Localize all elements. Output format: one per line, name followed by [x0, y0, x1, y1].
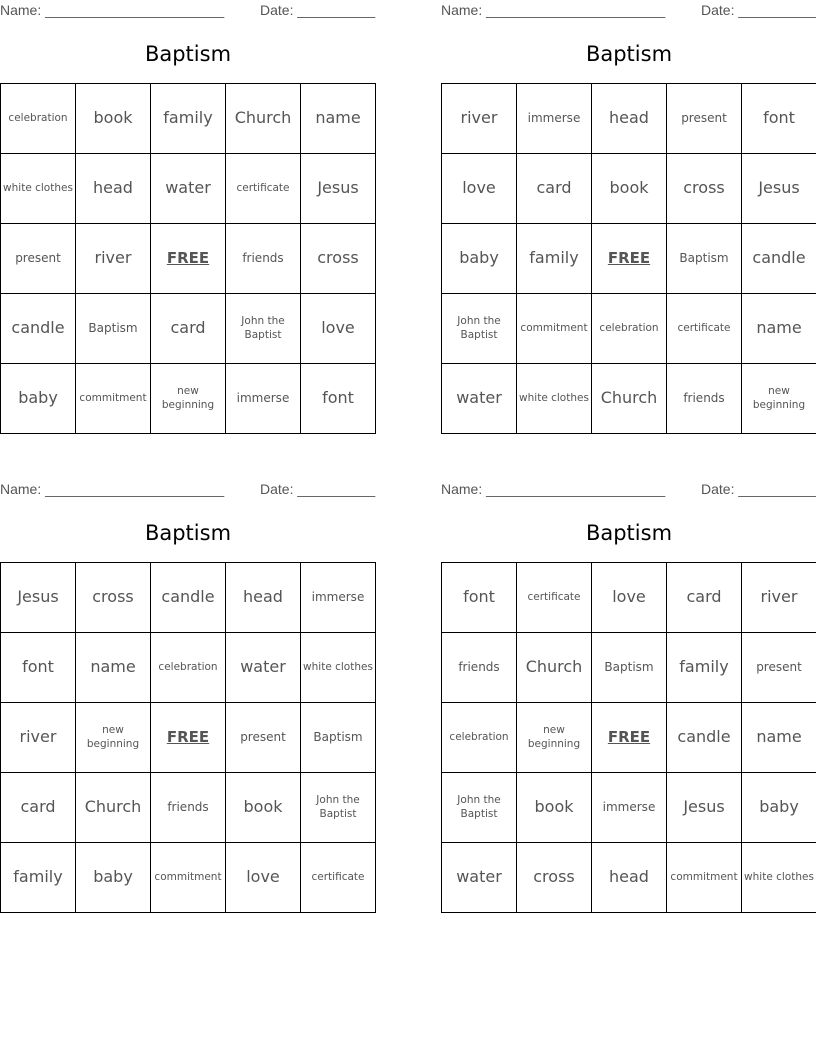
bingo-cell[interactable]: baby: [742, 773, 816, 843]
bingo-cell[interactable]: baby: [76, 843, 151, 913]
date-field[interactable]: Date: __________: [260, 2, 376, 18]
bingo-cell[interactable]: new beginning: [151, 364, 226, 434]
bingo-cell[interactable]: cross: [76, 563, 151, 633]
bingo-cell[interactable]: celebration: [592, 294, 667, 364]
bingo-cell[interactable]: immerse: [226, 364, 301, 434]
bingo-cell[interactable]: Jesus: [1, 563, 76, 633]
grid-row: [442, 154, 816, 224]
bingo-cell[interactable]: love: [592, 563, 667, 633]
bingo-cell[interactable]: font: [442, 563, 517, 633]
bingo-cell[interactable]: Church: [226, 84, 301, 154]
bingo-cell[interactable]: name: [76, 633, 151, 703]
bingo-cell[interactable]: new beginning: [517, 703, 592, 773]
card-header: [0, 479, 376, 501]
bingo-cell[interactable]: love: [301, 294, 376, 364]
bingo-cell[interactable]: Baptism: [301, 703, 376, 773]
grid-row: [1, 773, 376, 843]
bingo-cell[interactable]: font: [1, 633, 76, 703]
bingo-cell[interactable]: head: [76, 154, 151, 224]
bingo-cell[interactable]: friends: [226, 224, 301, 294]
bingo-cell[interactable]: river: [1, 703, 76, 773]
bingo-cell[interactable]: candle: [742, 224, 816, 294]
bingo-cell[interactable]: immerse: [592, 773, 667, 843]
bingo-cell[interactable]: name: [301, 84, 376, 154]
bingo-cell[interactable]: name: [742, 703, 816, 773]
bingo-cell[interactable]: new beginning: [76, 703, 151, 773]
bingo-cell[interactable]: Jesus: [742, 154, 816, 224]
grid-row: [1, 633, 376, 703]
grid-row: [1, 294, 376, 364]
bingo-cell[interactable]: book: [592, 154, 667, 224]
bingo-cell[interactable]: love: [442, 154, 517, 224]
bingo-cell[interactable]: family: [151, 84, 226, 154]
bingo-card-2: [441, 0, 816, 411]
bingo-cell[interactable]: river: [76, 224, 151, 294]
bingo-cell[interactable]: immerse: [301, 563, 376, 633]
bingo-cell[interactable]: Church: [517, 633, 592, 703]
bingo-cell[interactable]: John the Baptist: [442, 773, 517, 843]
bingo-cell[interactable]: present: [1, 224, 76, 294]
bingo-cell[interactable]: head: [592, 843, 667, 913]
bingo-cell[interactable]: head: [592, 84, 667, 154]
bingo-cell[interactable]: water: [226, 633, 301, 703]
bingo-cell[interactable]: present: [226, 703, 301, 773]
bingo-cell[interactable]: cross: [667, 154, 742, 224]
grid-row: [442, 84, 816, 154]
bingo-cell[interactable]: font: [301, 364, 376, 434]
bingo-cell[interactable]: Baptism: [592, 633, 667, 703]
grid-row: [442, 773, 816, 843]
grid-row: [442, 294, 816, 364]
card-title: Baptism: [144, 42, 232, 66]
bingo-cell[interactable]: candle: [667, 703, 742, 773]
bingo-cell[interactable]: friends: [442, 633, 517, 703]
bingo-cell[interactable]: cross: [301, 224, 376, 294]
bingo-cell[interactable]: present: [742, 633, 816, 703]
grid-row: [1, 364, 376, 434]
bingo-cell[interactable]: new beginning: [742, 364, 816, 434]
bingo-cell[interactable]: candle: [151, 563, 226, 633]
bingo-cell[interactable]: water: [442, 843, 517, 913]
bingo-cell[interactable]: card: [667, 563, 742, 633]
free-space-cell[interactable]: FREE: [592, 224, 667, 294]
bingo-cell[interactable]: John the Baptist: [301, 773, 376, 843]
free-space-cell[interactable]: FREE: [151, 703, 226, 773]
name-field[interactable]: Name: _______________________: [441, 2, 666, 18]
grid-row: [1, 703, 376, 773]
bingo-cell[interactable]: name: [742, 294, 816, 364]
bingo-cell[interactable]: card: [1, 773, 76, 843]
bingo-cell[interactable]: candle: [1, 294, 76, 364]
bingo-cell[interactable]: commitment: [151, 843, 226, 913]
bingo-cell[interactable]: certificate: [226, 154, 301, 224]
bingo-cell[interactable]: book: [226, 773, 301, 843]
bingo-cell[interactable]: book: [76, 84, 151, 154]
name-field[interactable]: Name: _______________________: [0, 481, 225, 497]
bingo-cell[interactable]: commitment: [667, 843, 742, 913]
bingo-cell[interactable]: commitment: [76, 364, 151, 434]
bingo-cell[interactable]: font: [742, 84, 816, 154]
bingo-cell[interactable]: card: [517, 154, 592, 224]
bingo-cell[interactable]: Church: [76, 773, 151, 843]
bingo-cell[interactable]: river: [742, 563, 816, 633]
bingo-cell[interactable]: celebration: [1, 84, 76, 154]
bingo-cell[interactable]: certificate: [667, 294, 742, 364]
grid-row: [1, 224, 376, 294]
name-field[interactable]: Name: _______________________: [441, 481, 666, 497]
card-header: [441, 479, 816, 501]
grid-row: [442, 224, 816, 294]
bingo-cell[interactable]: immerse: [517, 84, 592, 154]
grid-row: [442, 843, 816, 913]
bingo-cell[interactable]: river: [442, 84, 517, 154]
bingo-card-1: [0, 0, 376, 411]
bingo-grid: [0, 83, 376, 434]
bingo-cell[interactable]: water: [151, 154, 226, 224]
bingo-card-4: [441, 479, 816, 887]
bingo-cell[interactable]: family: [1, 843, 76, 913]
bingo-cell[interactable]: family: [667, 633, 742, 703]
bingo-cell[interactable]: certificate: [517, 563, 592, 633]
bingo-cell[interactable]: book: [517, 773, 592, 843]
free-space-cell[interactable]: FREE: [592, 703, 667, 773]
bingo-cell[interactable]: family: [517, 224, 592, 294]
bingo-cell[interactable]: friends: [667, 364, 742, 434]
grid-row: [1, 154, 376, 224]
bingo-cell[interactable]: love: [226, 843, 301, 913]
bingo-cell[interactable]: Baptism: [76, 294, 151, 364]
bingo-cell[interactable]: white clothes: [301, 633, 376, 703]
card-header: [0, 0, 376, 22]
bingo-cell[interactable]: cross: [517, 843, 592, 913]
date-field[interactable]: Date: __________: [701, 481, 816, 497]
free-space-cell[interactable]: FREE: [151, 224, 226, 294]
bingo-cell[interactable]: baby: [442, 224, 517, 294]
bingo-cell[interactable]: celebration: [442, 703, 517, 773]
bingo-cell[interactable]: John the Baptist: [442, 294, 517, 364]
card-title: Baptism: [585, 521, 673, 545]
bingo-cell[interactable]: white clothes: [517, 364, 592, 434]
bingo-cell[interactable]: water: [442, 364, 517, 434]
bingo-grid: [441, 83, 816, 434]
bingo-card-3: [0, 479, 376, 887]
bingo-grid: [0, 562, 376, 913]
bingo-cell[interactable]: Jesus: [667, 773, 742, 843]
bingo-cell[interactable]: certificate: [301, 843, 376, 913]
bingo-cell[interactable]: John the Baptist: [226, 294, 301, 364]
bingo-cell[interactable]: baby: [1, 364, 76, 434]
card-header: [441, 0, 816, 22]
grid-row: [442, 364, 816, 434]
grid-row: [1, 563, 376, 633]
bingo-cell[interactable]: present: [667, 84, 742, 154]
date-field[interactable]: Date: __________: [701, 2, 816, 18]
grid-row: [442, 563, 816, 633]
bingo-cell[interactable]: friends: [151, 773, 226, 843]
bingo-cell[interactable]: white clothes: [1, 154, 76, 224]
bingo-cell[interactable]: card: [151, 294, 226, 364]
bingo-cell[interactable]: celebration: [151, 633, 226, 703]
bingo-grid: [441, 562, 816, 913]
grid-row: [442, 703, 816, 773]
bingo-cell[interactable]: Baptism: [667, 224, 742, 294]
bingo-cell[interactable]: white clothes: [742, 843, 816, 913]
bingo-cell[interactable]: commitment: [517, 294, 592, 364]
bingo-cell[interactable]: head: [226, 563, 301, 633]
card-title: Baptism: [144, 521, 232, 545]
date-field[interactable]: Date: __________: [260, 481, 376, 497]
grid-row: [1, 84, 376, 154]
grid-row: [1, 843, 376, 913]
grid-row: [442, 633, 816, 703]
bingo-cell[interactable]: Jesus: [301, 154, 376, 224]
name-field[interactable]: Name: _______________________: [0, 2, 225, 18]
bingo-cell[interactable]: Church: [592, 364, 667, 434]
card-title: Baptism: [585, 42, 673, 66]
